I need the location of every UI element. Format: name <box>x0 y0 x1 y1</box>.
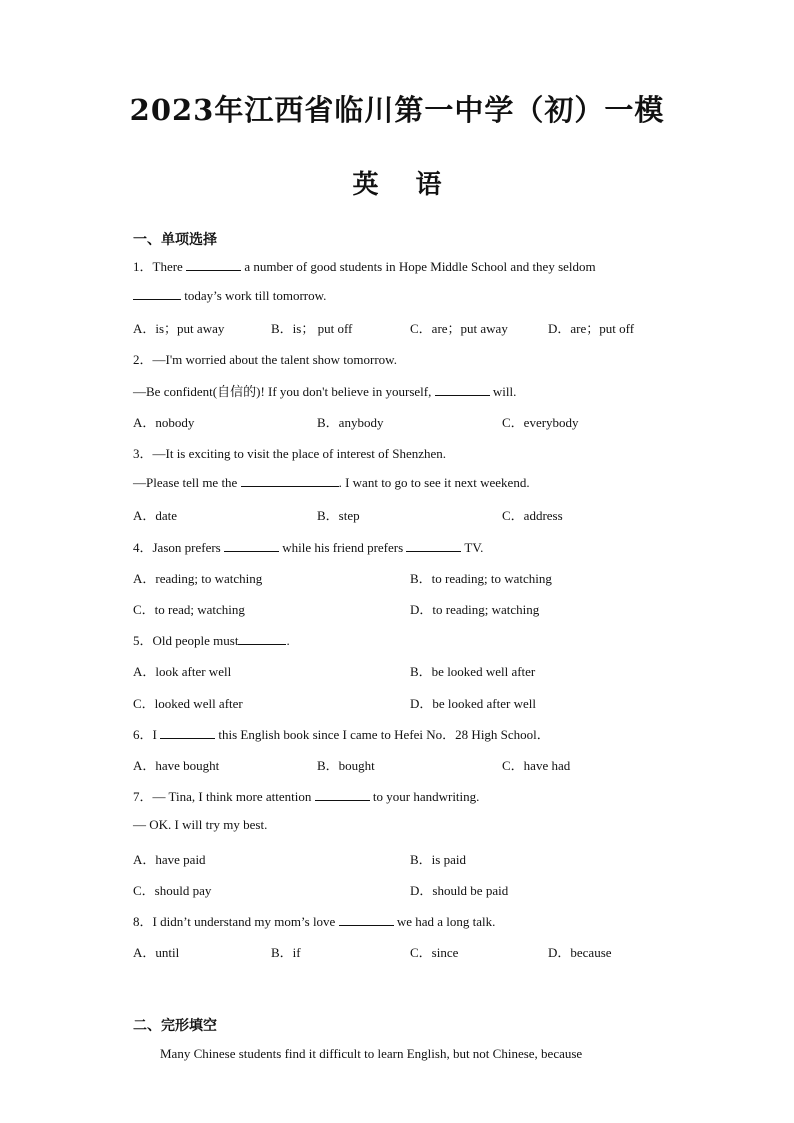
question-8-option-c[interactable]: C．since <box>410 945 459 960</box>
question-6-option-a[interactable]: A．have bought <box>133 758 220 773</box>
question-5-option-d[interactable]: D．be looked after well <box>410 696 536 711</box>
question-1-line-1: 1．There a number of good students in Hope Middle School and they seldom <box>133 259 596 274</box>
question-5-option-c[interactable]: C．looked well after <box>133 696 243 711</box>
answer-blank[interactable] <box>315 788 370 801</box>
question-1-option-c[interactable]: C．are；put away <box>410 321 508 336</box>
question-4-option-a[interactable]: A．reading; to watching <box>133 571 263 586</box>
answer-blank[interactable] <box>241 474 339 487</box>
question-8-line-1: 8．I didn’t understand my mom’s love we had a long talk. <box>133 914 496 929</box>
question-4-option-b[interactable]: B．to reading; to watching <box>410 571 552 586</box>
question-5-line-1: 5．Old people must . <box>133 633 290 648</box>
question-3-line-2: —Please tell me the . I want to go to see it next weekend. <box>133 475 530 490</box>
section-heading-cloze: 二、完形填空 <box>133 1018 217 1034</box>
question-6-option-c[interactable]: C．have had <box>502 758 571 773</box>
exam-subject: 英 语 <box>352 170 442 200</box>
question-7-option-b[interactable]: B．is paid <box>410 852 466 867</box>
answer-blank[interactable] <box>224 539 279 552</box>
question-6-option-b[interactable]: B．bought <box>317 758 375 773</box>
question-8-option-d[interactable]: D．because <box>548 945 612 960</box>
answer-blank[interactable] <box>133 287 181 300</box>
question-8-option-a[interactable]: A．until <box>133 945 180 960</box>
section-heading-single-choice: 一、单项选择 <box>133 232 217 248</box>
question-5-option-b[interactable]: B．be looked well after <box>410 664 536 679</box>
cloze-paragraph: Many Chinese students find it difficult to learn English, but not Chinese, because <box>160 1046 583 1061</box>
question-6-line-1: 6．I this English book since I came to Hefei No．28 High School． <box>133 727 550 742</box>
question-3-option-b[interactable]: B．step <box>317 508 360 523</box>
question-2-option-c[interactable]: C．everybody <box>502 415 579 430</box>
question-3-option-c[interactable]: C．address <box>502 508 563 523</box>
question-4-option-c[interactable]: C．to read; watching <box>133 602 245 617</box>
question-1-option-b[interactable]: B．is； put off <box>271 321 353 336</box>
question-7-option-c[interactable]: C．should pay <box>133 883 212 898</box>
question-2-option-b[interactable]: B．anybody <box>317 415 384 430</box>
exam-title: 2023年江西省临川第一中学（初）一模 <box>129 93 665 127</box>
question-3-line-1: 3．—It is exciting to visit the place of interest of Shenzhen. <box>133 446 447 461</box>
question-1-option-a[interactable]: A．is；put away <box>133 321 225 336</box>
question-2-option-a[interactable]: A．nobody <box>133 415 195 430</box>
question-8-option-b[interactable]: B．if <box>271 945 301 960</box>
answer-blank[interactable] <box>435 383 490 396</box>
question-4-option-d[interactable]: D．to reading; watching <box>410 602 540 617</box>
answer-blank[interactable] <box>186 258 241 271</box>
question-7-option-d[interactable]: D．should be paid <box>410 883 509 898</box>
question-5-option-a[interactable]: A．look after well <box>133 664 232 679</box>
answer-blank[interactable] <box>339 913 394 926</box>
answer-blank[interactable] <box>238 632 286 645</box>
question-7-line-1: 7．— Tina, I think more attention to your handwriting. <box>133 789 480 804</box>
question-2-line-2: —Be confident(自信的)! If you don't believe in yourself, will. <box>133 384 517 399</box>
question-2-line-1: 2．—I'm worried about the talent show tomorrow. <box>133 352 397 367</box>
question-4-line-1: 4．Jason prefers while his friend prefers TV. <box>133 540 484 555</box>
answer-blank[interactable] <box>406 539 461 552</box>
question-7-line-2: — OK. I will try my best. <box>133 817 268 832</box>
question-1-option-d[interactable]: D．are；put off <box>548 321 635 336</box>
answer-blank[interactable] <box>160 726 215 739</box>
question-1-line-2: today’s work till tomorrow. <box>133 287 326 304</box>
question-3-option-a[interactable]: A．date <box>133 508 178 523</box>
question-7-option-a[interactable]: A．have paid <box>133 852 206 867</box>
